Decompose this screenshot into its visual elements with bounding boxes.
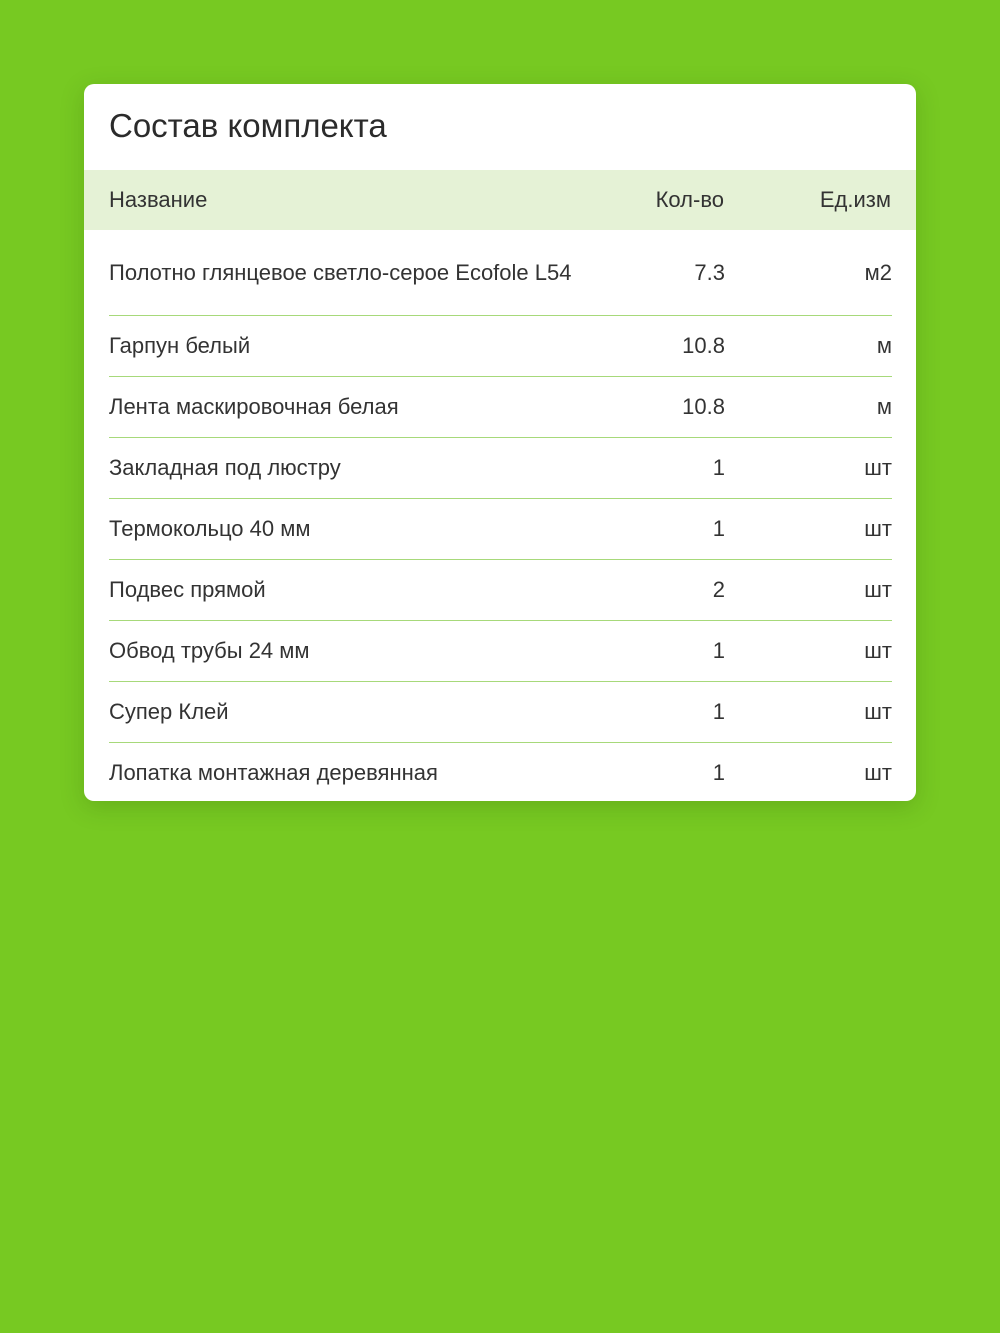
item-qty: 1 [712,455,725,480]
item-qty: 10.8 [682,333,725,358]
item-qty: 7.3 [694,259,725,285]
item-qty: 1 [712,516,725,541]
table-body [109,230,892,801]
item-unit: шт [864,638,892,663]
kit-composition-card [84,84,916,801]
item-qty: 1 [712,638,725,663]
item-unit: м [876,333,892,358]
item-name: Полотно глянцевое светло-серое Ecofole L54 [109,259,572,285]
card-title: Состав комплекта [109,107,387,144]
table-row [109,438,892,499]
table-header [84,170,916,230]
item-unit: шт [864,760,892,785]
table-row [109,743,892,801]
table-row [109,499,892,560]
table-row [109,560,892,621]
table-row [109,682,892,743]
item-name: Термокольцо 40 мм [109,516,311,541]
item-unit: шт [864,577,892,602]
item-name: Гарпун белый [109,333,251,358]
item-unit: шт [864,516,892,541]
item-unit: м [876,394,892,419]
table-row [109,621,892,682]
table-row [109,230,892,316]
column-header-unit: Ед.изм [819,187,891,212]
item-qty: 1 [712,760,725,785]
item-unit: шт [864,455,892,480]
table-row [109,377,892,438]
item-unit: м2 [864,259,892,285]
item-name: Подвес прямой [109,577,266,602]
item-qty: 10.8 [682,394,725,419]
column-header-name: Название [109,187,208,212]
column-header-qty: Кол-во [655,187,724,212]
item-name: Супер Клей [109,699,229,724]
item-qty: 1 [712,699,725,724]
table-row [109,316,892,377]
item-qty: 2 [712,577,725,602]
item-name: Обвод трубы 24 мм [109,638,310,663]
item-name: Закладная под люстру [109,455,341,480]
item-name: Лопатка монтажная деревянная [109,760,438,785]
item-unit: шт [864,699,892,724]
item-name: Лента маскировочная белая [109,394,399,419]
